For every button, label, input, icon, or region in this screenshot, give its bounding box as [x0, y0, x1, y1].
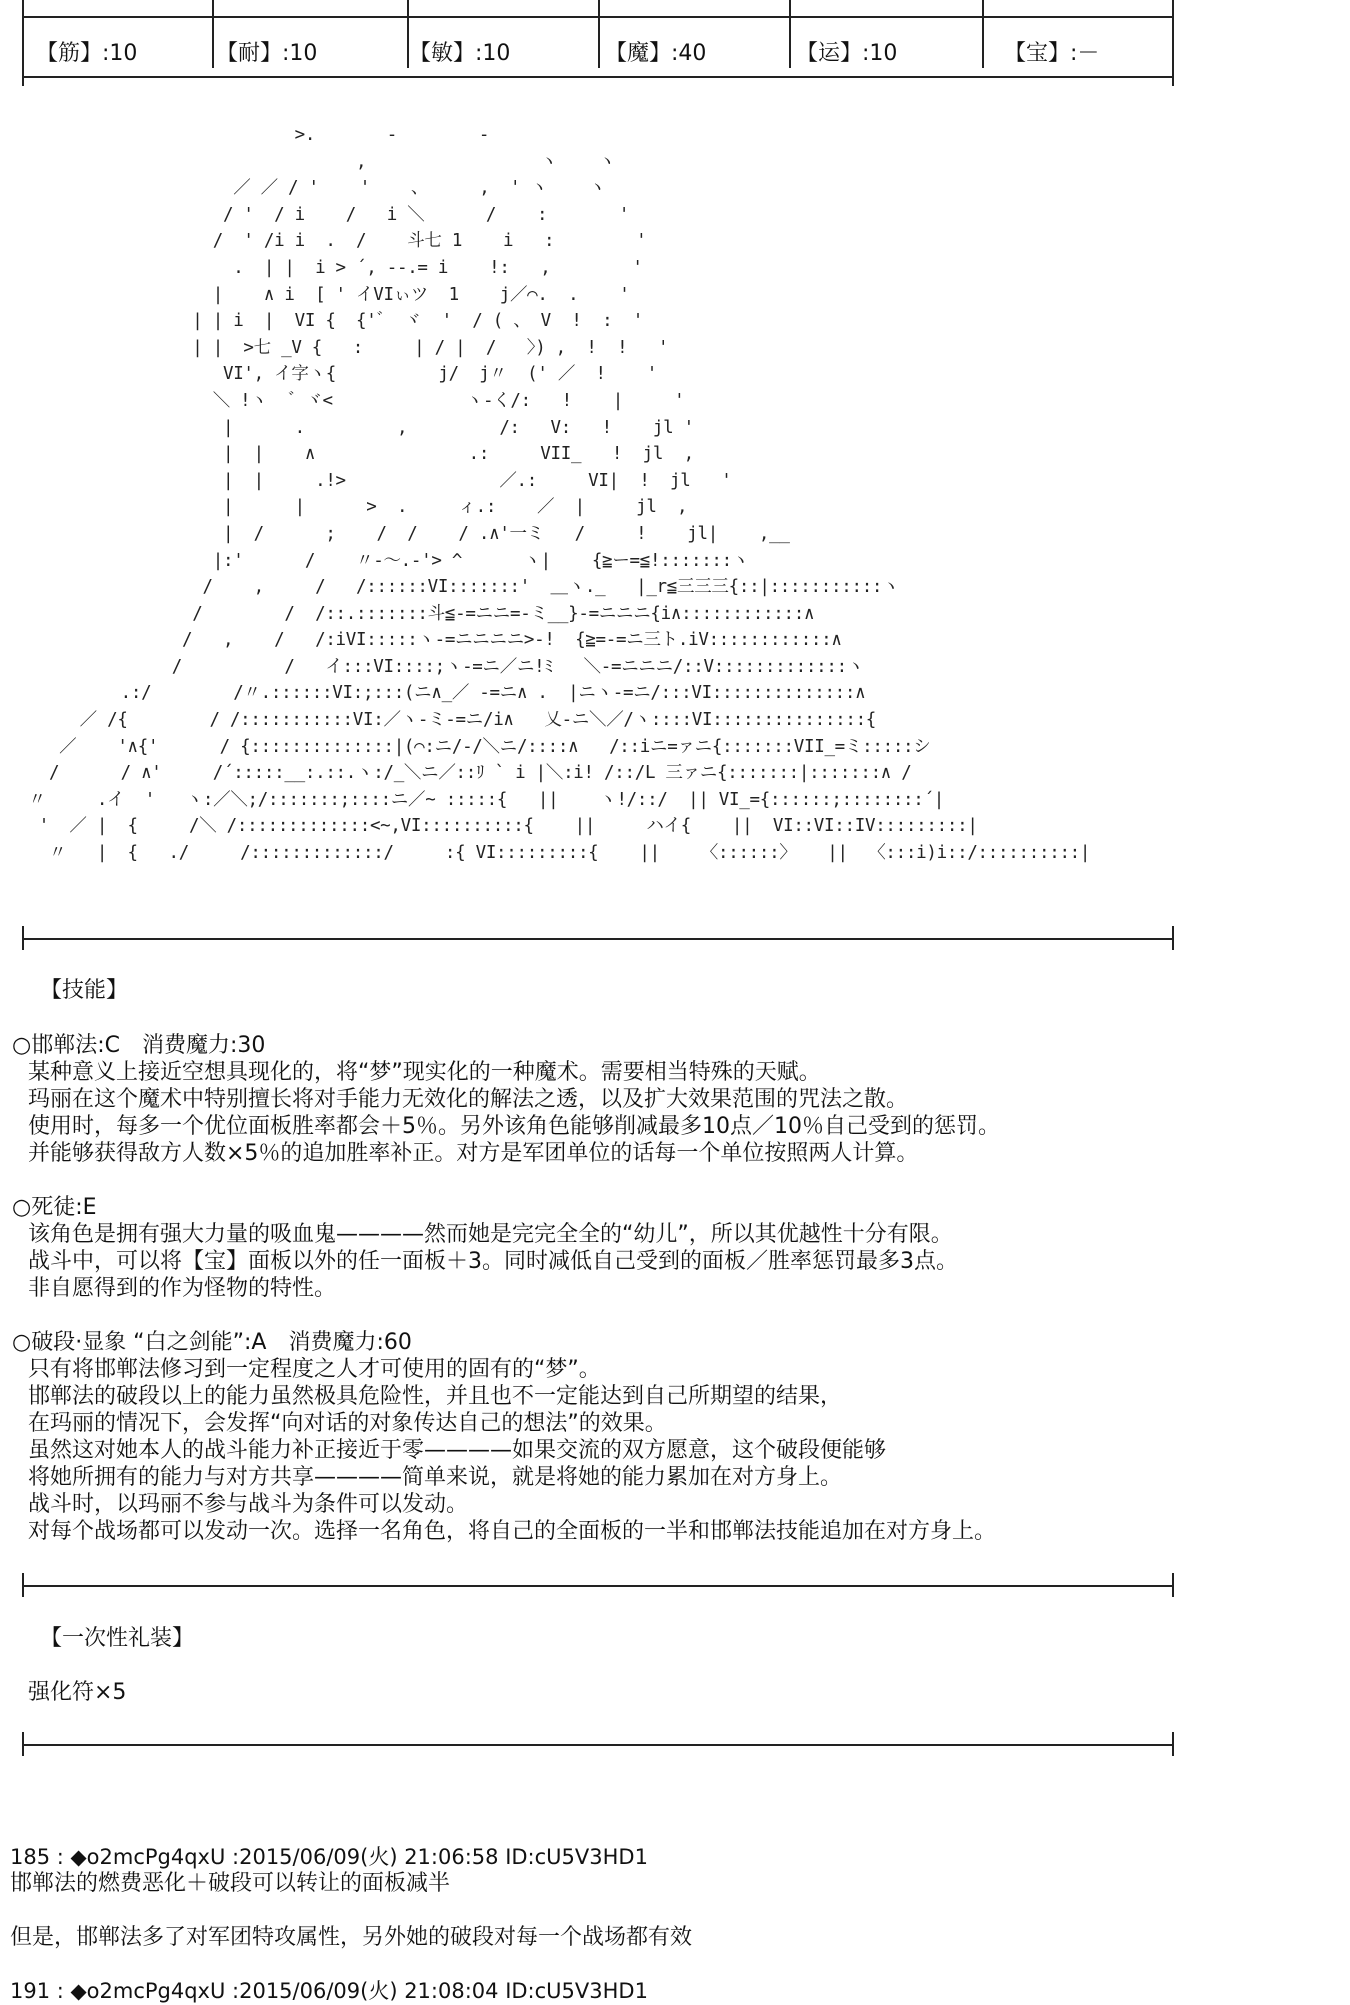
skill-desc-line: 邯郸法的破段以上的能力虽然极具危险性，并且也不一定能达到自己所期望的结果， [28, 1384, 843, 1409]
skill-desc-line: 非自愿得到的作为怪物的特性。 [28, 1276, 337, 1301]
section-divider [22, 1744, 1174, 1746]
stats-bottom-border [22, 76, 1174, 78]
post-line: 但是，邯郸法多了对军团特攻属性，另外她的破段对每一个战场都有效 [10, 1925, 693, 1950]
stat-endurance: 【耐】:10 [216, 41, 318, 66]
stats-divider [789, 18, 791, 68]
skill-desc-line: 战斗中，可以将【宝】面板以外的任一面板＋3。同时减低自己受到的面板／胜率惩罚最多3点。 [28, 1249, 958, 1274]
post-header: 185 : ◆o2mcPg4qxU :2015/06/09(火) 21:06:58 ID:cU5V3HD1 [10, 1845, 648, 1869]
divider-end [1172, 1732, 1174, 1756]
stats-divider [212, 0, 214, 18]
stats-divider [982, 0, 984, 18]
skill-desc-line: 某种意义上接近空想具现化的，将“梦”现实化的一种魔术。需要相当特殊的天赋。 [28, 1060, 821, 1085]
skill-desc-line: 只有将邯郸法修习到一定程度之人才可使用的固有的“梦”。 [28, 1357, 601, 1382]
skill-title: ○死徒:E [12, 1195, 97, 1220]
item-entry: 强化符×5 [28, 1680, 127, 1705]
skill-desc-line: 战斗时，以玛丽不参与战斗为条件可以发动。 [28, 1492, 469, 1517]
skill-desc-line: 使用时，每多一个优位面板胜率都会＋5％。另外该角色能够削减最多10点／10％自己受到的惩罚。 [28, 1114, 1000, 1139]
stats-divider [407, 0, 409, 18]
stat-agility: 【敏】:10 [409, 41, 511, 66]
skill-desc-line: 玛丽在这个魔术中特别擅长将对手能力无效化的解法之透，以及扩大效果范围的咒法之散。 [28, 1087, 909, 1112]
section-divider [22, 938, 1174, 940]
skill-desc-line: 该角色是拥有强大力量的吸血鬼————然而她是完完全全的“幼儿”，所以其优越性十分有限。 [28, 1222, 953, 1247]
ascii-art-illustration: >. - - , ヽ ヽ ／ ／ / ' ' 、 , ' ヽ ヽ / ' / i / i ＼ / : ' / ' /i i . / 斗七 1 i : ' . | | i > ´, --.= i !: , ' | ∧ i [ ' イVIぃツ 1 j／⌒. . ' | | i | VI { {'゛ ヾ ' / ( 、 V ! : ' | | >七 _V { : | / | / 〉) , ! ! ' VI', イ字ヽ{ j/ j〃 (' ／ ! ' ＼ !ヽ ゛ヾ< ヽ-く/: ! | ' | . , /: V: ! jl ' | | ∧ .: VII_ ! jl , | | .!> ／.: VI| ! jl ' | | > . ィ.: ／ | jl , | / ; / / / .∧'一ミ / ! jl| ,__ |:' / 〃-～.‐'> ^ ヽ| {≧ー=≦!:::::::ヽ / , / /::::::VI:::::::' ＿ヽ._ |_r≦三三三{::|:::::::::::ヽ / / /::.:::::::斗≦-=ニニ=-ミ__}-=ニニニ{i∧::::::::::::∧ / , / /:iVI:::::ヽ-=ニニニニ>-! {≧=-=ニ三ト.iV::::::::::::∧ / / イ:::VI::::;ヽ-=ニ／ニ!ﾐ ＼-=ニニニ/::V:::::::::::::ヽ .:/ /〃.::::::VI:;:::(ニ∧_／ -=ニ∧ . |ニヽ-=ニ/:::VI::::::::::::::∧ ／ /{ / /:::::::::::VI:／ヽ-ミ-=ニ/i∧ 乂-ニ＼／/ヽ::::VI:::::::::::::::{ ／ '∧{' / {::::::::::::::|(⌒:ニ/-/＼ニ/::::∧ /::iニ=ァニ{:::::::VII_=ミ:::::シ / / ∧' /´:::::__:.::.ヽ:/_＼ニ／::ﾘ ` i |＼:i! /::/L 三ァニ{:::::::|:::::::∧ / 〃 .イ ' ヽ:／＼;/:::::::;::::ニ／~ :::::{ || ヽ!/::/ || VI_={::::::;::::::::´| ' ／ | { /＼ /:::::::::::::<~,VI::::::::::{ || ハイ{ || VI::VI::IV:::::::::| 〃 | { ./ /:::::::::::::/ :{ VI:::::::::{ || 〈::::::〉 || 〈:::i)i::/::::::::::| [28, 125, 1091, 864]
skill-title: ○破段·显象 “白之剑能”:A 消费魔力:60 [12, 1330, 412, 1355]
skill-title: ○邯郸法:C 消费魔力:30 [12, 1033, 266, 1058]
stats-divider [22, 0, 24, 18]
post-header: 191 : ◆o2mcPg4qxU :2015/06/09(火) 21:08:04 ID:cU5V3HD1 [10, 1979, 648, 2003]
section-divider [22, 1585, 1174, 1587]
divider-end [22, 926, 24, 950]
stats-divider [22, 18, 24, 68]
stat-noble-phantasm: 【宝】:－ [1004, 41, 1100, 66]
skill-desc-line: 对每个战场都可以发动一次。选择一名角色，将自己的全面板的一半和邯郸法技能追加在对方身上。 [28, 1519, 997, 1544]
stats-divider [1172, 0, 1174, 18]
stats-divider [982, 18, 984, 68]
post-line: 邯郸法的燃费恶化＋破段可以转让的面板减半 [10, 1871, 451, 1896]
skill-desc-line: 虽然这对她本人的战斗能力补正接近于零————如果交流的双方愿意，这个破段便能够 [28, 1438, 887, 1463]
stat-luck: 【运】:10 [796, 41, 898, 66]
skills-header: 【技能】 [40, 978, 129, 1003]
stats-divider [598, 0, 600, 18]
stats-divider [212, 18, 214, 68]
items-header: 【一次性礼装】 [40, 1626, 195, 1651]
stats-divider [789, 0, 791, 18]
skill-desc-line: 并能够获得敌方人数×5％的追加胜率补正。对方是军团单位的话每一个单位按照两人计算。 [28, 1141, 919, 1166]
divider-end [1172, 926, 1174, 950]
stat-mana: 【魔】:40 [605, 41, 707, 66]
skill-desc-line: 将她所拥有的能力与对方共享————简单来说，就是将她的能力累加在对方身上。 [28, 1465, 843, 1490]
stats-divider [598, 18, 600, 68]
divider-end [1172, 1573, 1174, 1597]
stat-strength: 【筋】:10 [36, 41, 138, 66]
skill-desc-line: 在玛丽的情况下，会发挥“向对话的对象传达自己的想法”的效果。 [28, 1411, 667, 1436]
divider-end [22, 1573, 24, 1597]
divider-end [22, 1732, 24, 1756]
